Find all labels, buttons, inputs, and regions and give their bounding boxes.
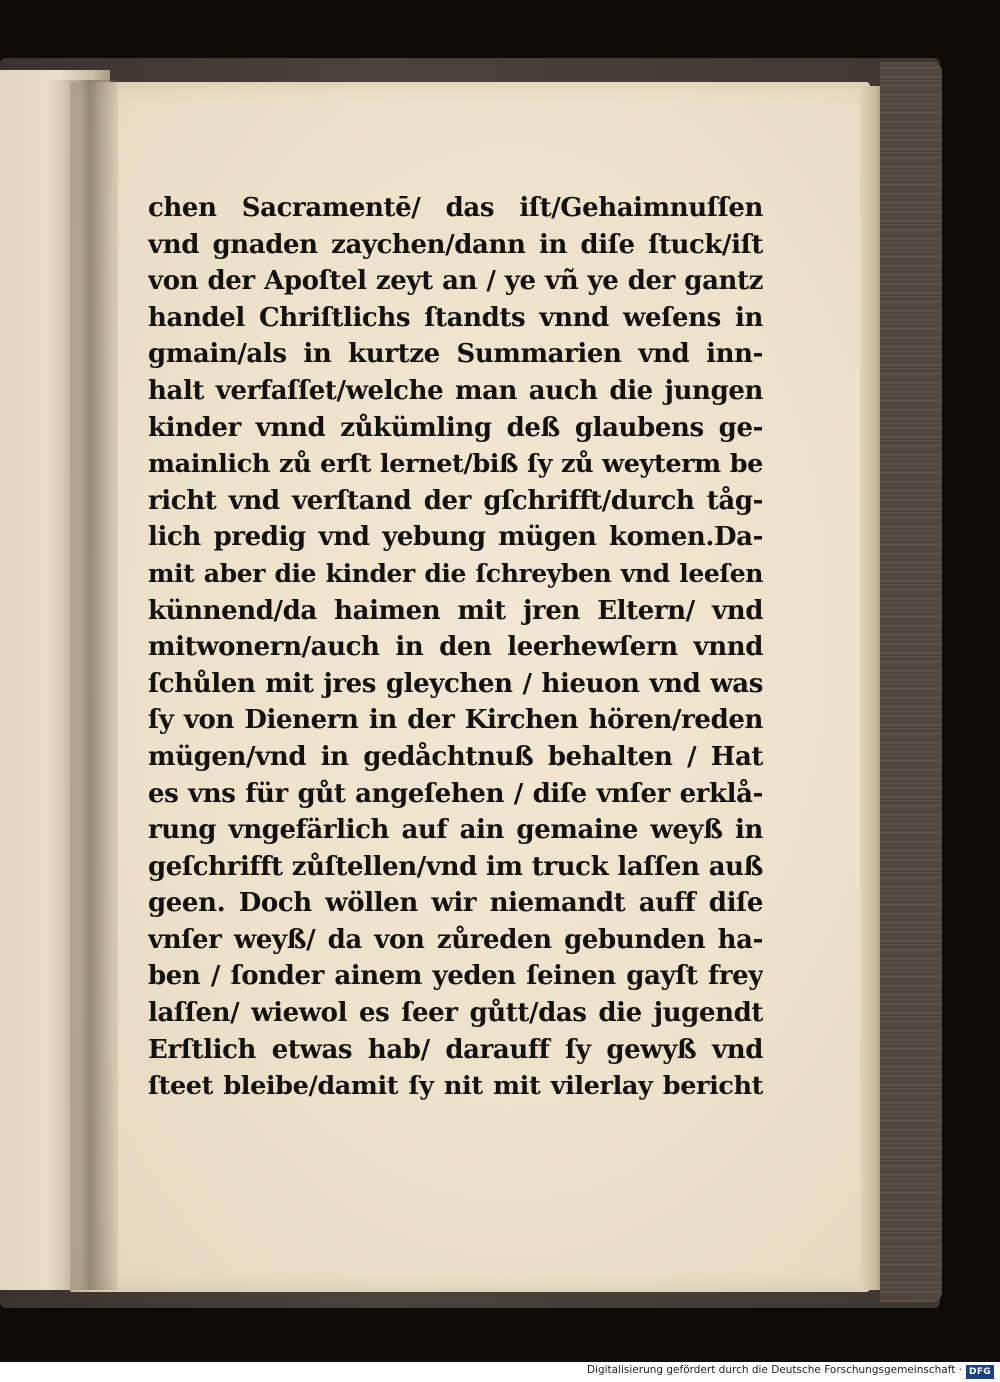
page-text <box>148 190 763 1105</box>
book-cover-edge <box>880 62 942 1302</box>
text-line: chen Sacramentē/ das iſt/Gehaimnuſſen <box>148 193 763 223</box>
text-line: von der Apoſtel zeyt an / ye vñ ye der gantz <box>148 266 763 297</box>
text-line: halt verfaſſet/welche man auch die jungen <box>148 375 763 406</box>
funding-notice: Digitalisierung gefördert durch die Deutsche Forschungsgemeinschaft · <box>586 1364 962 1376</box>
text-line: mainlich zů erſt lernet/biß ſy zů weyterm be <box>148 449 763 480</box>
text-line: handel Chriſtlichs ſtandts vnnd weſens in <box>148 302 763 333</box>
text-line: künnend/da haimen mit jren Eltern/ vnd <box>148 595 763 626</box>
text-line: ſy von Dienern in der Kirchen hören/reden <box>148 705 763 736</box>
text-line: mügen/vnd in gedåchtnuß behalten / Hat <box>148 741 763 772</box>
text-line: richt vnd verſtand der gſchrifft/durch tåg- <box>148 485 763 516</box>
footer-bar <box>0 1362 1000 1382</box>
gutter <box>48 80 118 1290</box>
page-edge <box>860 86 880 1290</box>
text-line: rung vngefärlich auf ain gemaine weyß in <box>148 815 763 846</box>
text-line: mit aber die kinder die ſchreyben vnd leeſen <box>148 558 763 588</box>
text-line: geſchrifft zůſtellen/vnd im truck laſſen auß <box>148 851 763 882</box>
text-line: lich predig vnd yebung mügen komen.Da- <box>148 522 763 553</box>
text-line: Erſtlich etwas hab/ darauff ſy gewyß vnd <box>148 1034 763 1065</box>
text-line: es vns für gůt angeſehen / diſe vnſer erklå- <box>148 778 763 809</box>
dfg-logo-icon: DFG <box>966 1365 994 1379</box>
text-line: geen. Doch wöllen wir niemandt auff diſe <box>148 888 763 919</box>
text-line: ſteet bleibe/damit ſy nit mit vilerlay bericht <box>148 1071 763 1102</box>
text-line: vnd gnaden zaychen/dann in diſe ſtuck/iſt <box>148 229 763 260</box>
text-line: vnſer weyß/ da von zůreden gebunden ha- <box>148 924 763 955</box>
text-line: laſſen/ wiewol es ſeer gůtt/das die jugendt <box>148 998 763 1029</box>
text-line: ben / ſonder ainem yeden ſeinen gayſt frey <box>148 961 763 992</box>
text-line: gmain/als in kurtze Summarien vnd inn- <box>148 339 763 370</box>
text-line: ſchůlen mit jres gleychen / hieuon vnd was <box>148 668 763 699</box>
text-line: kinder vnnd zůkümling deß glaubens ge- <box>148 412 763 443</box>
text-line: mitwonern/auch in den leerhewſern vnnd <box>148 632 763 663</box>
